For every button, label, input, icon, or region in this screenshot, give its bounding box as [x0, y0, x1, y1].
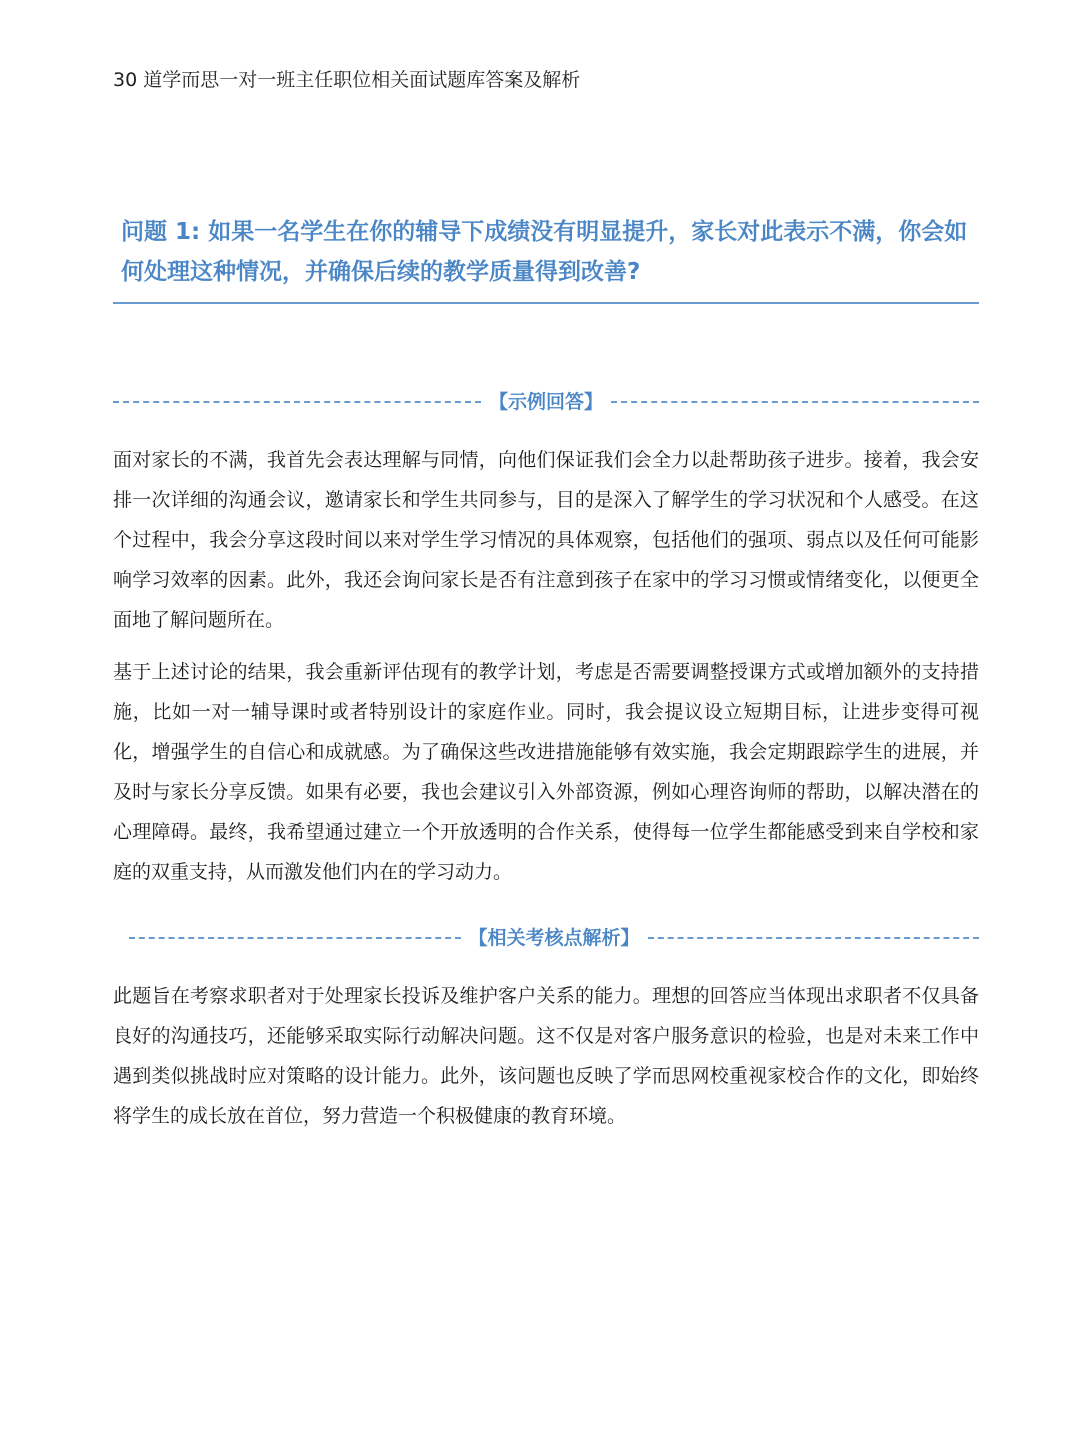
dashed-rule-right: [648, 937, 980, 939]
dashed-rule-right: [611, 401, 979, 403]
analysis-body: [113, 976, 979, 1148]
analysis-section-divider: [113, 924, 979, 952]
question-text: 问题 1: 如果一名学生在你的辅导下成绩没有明显提升，家长对此表示不满，你会如何处理这种情况，并确保后续的教学质量得到改善?: [121, 219, 968, 285]
dashed-rule-left: [129, 937, 461, 939]
answer-section-divider: [113, 388, 979, 416]
answer-paragraph: 面对家长的不满，我首先会表达理解与同情，向他们保证我们会全力以赴帮助孩子进步。接着，我会安排一次详细的沟通会议，邀请家长和学生共同参与，目的是深入了解学生的学习状况和个人感受。在这个过程中，我会分享这段时间以来对学生学习情况的具体观察，包括他们的强项、弱点以及任何可能影响学习效率的因素。此外，我还会询问家长是否有注意到孩子在家中的学习习惯或情绪变化，以便更全面地了解问题所在。: [113, 449, 979, 631]
answer-section-label: 【示例回答】: [489, 391, 604, 413]
answer-body: [113, 440, 979, 904]
analysis-section-label: 【相关考核点解析】: [468, 927, 640, 949]
page-header-title: 30 道学而思一对一班主任职位相关面试题库答案及解析: [113, 69, 581, 91]
answer-paragraph: 基于上述讨论的结果，我会重新评估现有的教学计划，考虑是否需要调整授课方式或增加额外的支持措施，比如一对一辅导课时或者特别设计的家庭作业。同时，我会提议设立短期目标，让进步变得可视化，增强学生的自信心和成就感。为了确保这些改进措施能够有效实施，我会定期跟踪学生的进展，并及时与家长分享反馈。如果有必要，我也会建议引入外部资源，例如心理咨询师的帮助，以解决潜在的心理障碍。最终，我希望通过建立一个开放透明的合作关系，使得每一位学生都能感受到来自学校和家庭的双重支持，从而激发他们内在的学习动力。: [113, 661, 979, 883]
question-heading: [113, 212, 979, 304]
analysis-paragraph: 此题旨在考察求职者对于处理家长投诉及维护客户关系的能力。理想的回答应当体现出求职者不仅具备良好的沟通技巧，还能够采取实际行动解决问题。这不仅是对客户服务意识的检验，也是对未来工作中遇到类似挑战时应对策略的设计能力。此外，该问题也反映了学而思网校重视家校合作的文化，即始终将学生的成长放在首位，努力营造一个积极健康的教育环境。: [113, 985, 979, 1127]
dashed-rule-left: [113, 401, 481, 403]
